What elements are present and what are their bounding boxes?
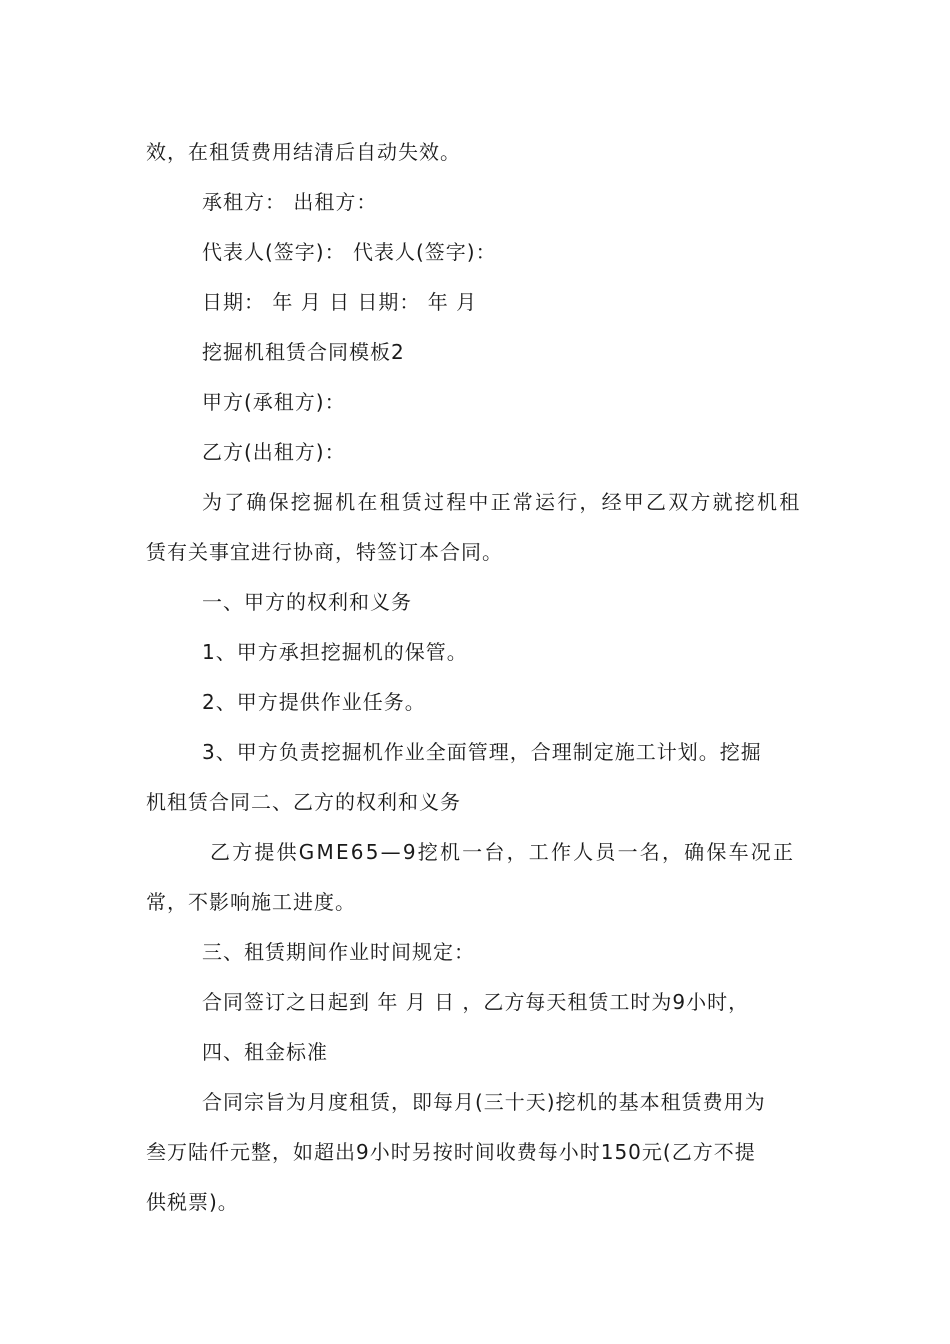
contract-title-2: 挖掘机租赁合同模板2 [202, 340, 405, 364]
text-line-4: 日期： 年 月 日 日期： 年 月 [202, 290, 478, 314]
text-line-14: 机租赁合同二、乙方的权利和义务 [146, 790, 461, 814]
text-line-22: 供税票)。 [146, 1190, 239, 1214]
section-heading-4: 四、租金标准 [202, 1040, 328, 1064]
text-line-18: 合同签订之日起到 年 月 日 ，乙方每天租赁工时为9小时， [202, 990, 750, 1014]
text-line-8: 为了确保挖掘机在租赁过程中正常运行，经甲乙双方就挖机租 [202, 490, 802, 514]
text-line-1: 效，在租赁费用结清后自动失效。 [146, 140, 461, 164]
party-b-label: 乙方(出租方)： [202, 440, 346, 464]
text-line-12: 2、甲方提供作业任务。 [202, 690, 426, 714]
text-line-15: 乙方提供GME65—9挖机一台，工作人员一名，确保车况正 [210, 840, 796, 864]
text-line-20: 合同宗旨为月度租赁，即每月(三十天)挖机的基本租赁费用为 [202, 1090, 766, 1114]
text-line-9: 赁有关事宜进行协商，特签订本合同。 [146, 540, 503, 564]
section-heading-1: 一、甲方的权利和义务 [202, 590, 412, 614]
section-heading-3: 三、租赁期间作业时间规定： [202, 940, 475, 964]
text-line-13: 3、甲方负责挖掘机作业全面管理，合理制定施工计划。挖掘 [202, 740, 762, 764]
text-line-21: 叁万陆仟元整，如超出9小时另按时间收费每小时150元(乙方不提 [146, 1140, 756, 1164]
text-line-3: 代表人(签字)： 代表人(签字)： [202, 240, 497, 264]
text-line-2: 承租方： 出租方： [202, 190, 378, 214]
text-line-16: 常，不影响施工进度。 [146, 890, 356, 914]
text-line-11: 1、甲方承担挖掘机的保管。 [202, 640, 468, 664]
party-a-label: 甲方(承租方)： [202, 390, 346, 414]
